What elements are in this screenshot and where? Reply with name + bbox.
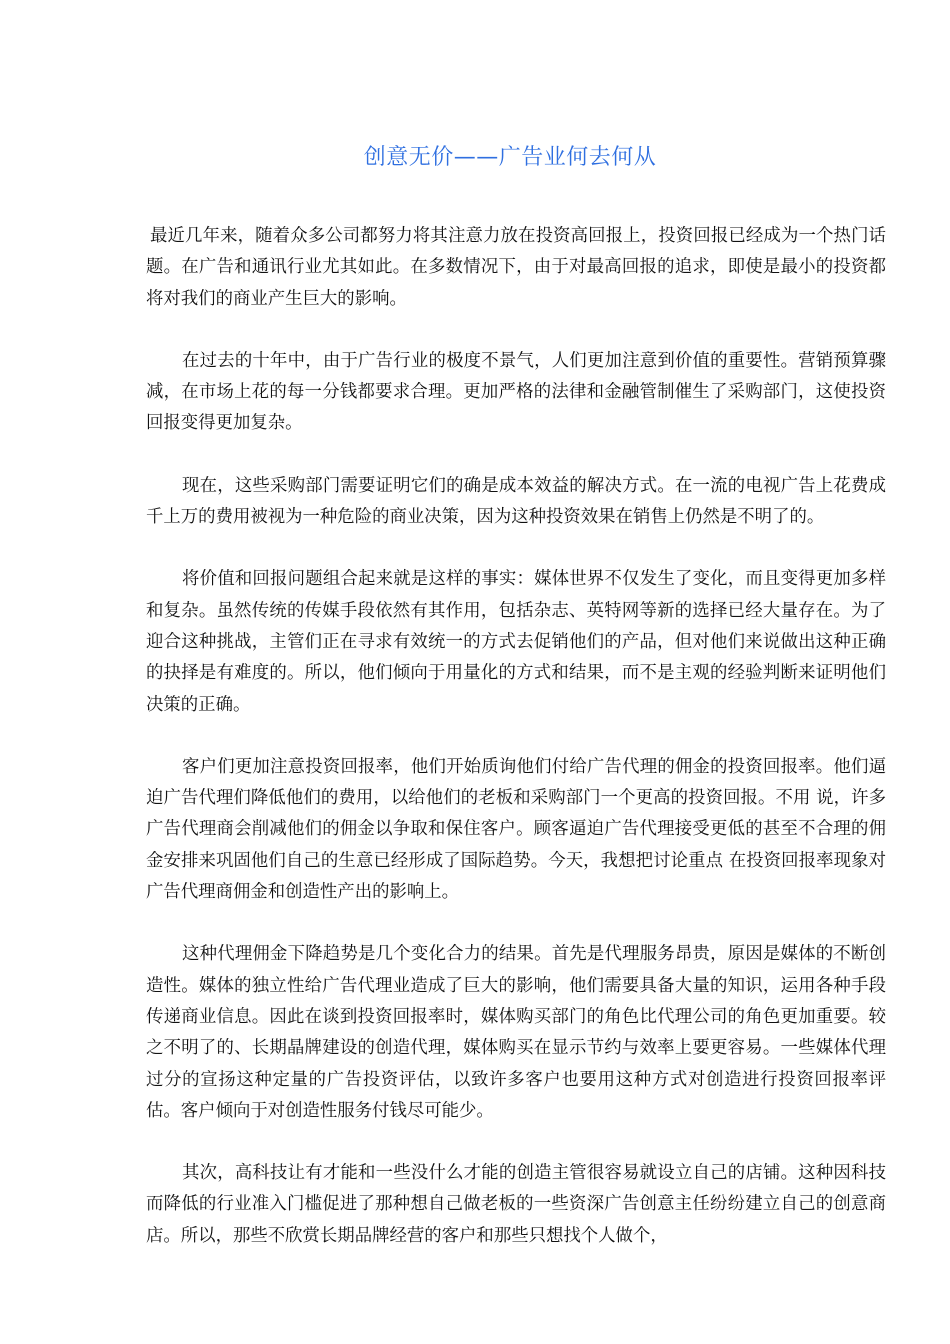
paragraph-5: 客户们更加注意投资回报率，他们开始质询他们付给广告代理的佣金的投资回报率。他们逼迫广告代理们降低他们的费用，以给他们的老板和采购部门一个更高的投资回报。不用 说，许多广告代理商会削减他们的佣金以争取和保住客户。顾客逼迫广告代理接受更低的甚至不合理的佣金安排来巩固他们自己的生意已经形成了国际趋势。今天，我想把讨论重点 在投资回报率现象对广告代理商佣金和创造性产出的影响上。 [146,756,886,903]
paragraph-4: 将价值和回报问题组合起来就是这样的事实：媒体世界不仅发生了变化，而且变得更加多样和复杂。虽然传统的传媒手段依然有其作用，包括杂志、英特网等新的选择已经大量存在。为了迎合这种挑战，主管们正在寻求有效统一的方式去促销他们的产品，但对他们来说做出这种正确的抉择是有难度的。所以，他们倾向于用量化的方式和结果，而不是主观的经验判断来证明他们决策的正确。 [146,569,886,715]
paragraph-6: 这种代理佣金下降趋势是几个变化合力的结果。首先是代理服务昂贵，原因是媒体的不断创造性。媒体的独立性给广告代理业造成了巨大的影响，他们需要具备大量的知识，运用各种手段传递商业信息。因此在谈到投资回报率时，媒体购买部门的角色比代理公司的角色更加重要。较之不明了的、长期晶牌建设的创造代理，媒体购买在显示节约与效率上要更容易。一些媒体代理过分的宣扬这种定量的广告投资评估，以致许多客户也要用这种方式对创造进行投资回报率评估。客户倾向于对创造性服务付钱尽可能少。 [146,944,886,1121]
document-body [146,221,886,1283]
paragraph-1: 最近几年来，随着众多公司都努力将其注意力放在投资高回报上，投资回报已经成为一个热门话题。在广告和通讯行业尤其如此。在多数情况下，由于对最高回报的追求，即使是最小的投资都将对我们的商业产生巨大的影响。 [146,226,886,309]
paragraph-7: 其次，高科技让有才能和一些没什么才能的创造主管很容易就设立自己的店铺。这种因科技而降低的行业准入门槛促进了那种想自己做老板的一些资深广告创意主任纷纷建立自己的创意商店。所以，那些不欣赏长期品牌经营的客户和那些只想找个人做个， [146,1163,886,1246]
paragraph-3: 现在，这些采购部门需要证明它们的确是成本效益的解决方式。在一流的电视广告上花费成千上万的费用被视为一种危险的商业决策，因为这种投资效果在销售上仍然是不明了的。 [146,475,886,528]
paragraph-2: 在过去的十年中，由于广告行业的极度不景气，人们更加注意到价值的重要性。营销预算骤减，在市场上花的每一分钱都要求合理。更加严格的法律和金融管制催生了采购部门，这使投资回报变得更加复杂。 [146,350,886,434]
document-title: 创意无价——广告业何去何从 [363,145,657,170]
